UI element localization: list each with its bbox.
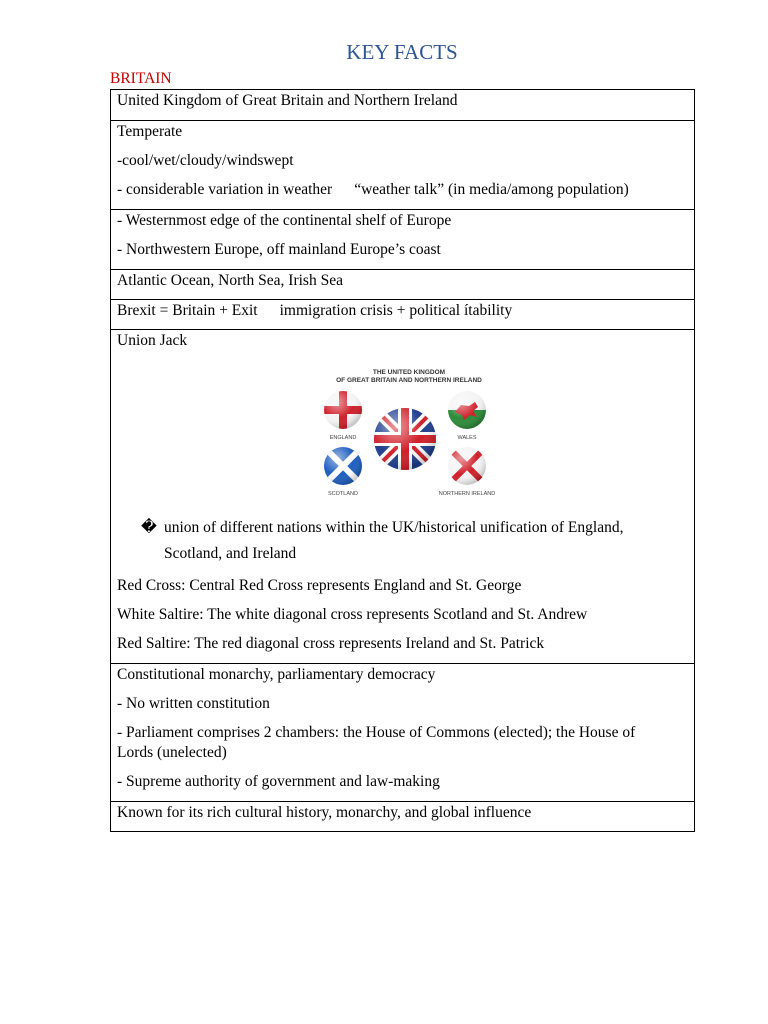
table-row xyxy=(111,121,695,210)
seas-line: Atlantic Ocean, North Sea, Irish Sea xyxy=(117,272,343,289)
wales-flag-icon xyxy=(446,389,488,431)
bullet-item xyxy=(117,515,688,567)
table-row xyxy=(111,300,695,330)
government-line: - Supreme authority of government and law-making xyxy=(117,773,440,790)
table-row xyxy=(111,90,695,121)
geography-line: - Northwestern Europe, off mainland Europe’s coast xyxy=(117,241,441,258)
table-row xyxy=(111,270,695,300)
figure-caption: OF GREAT BRITAIN AND NORTHERN IRELAND xyxy=(336,377,482,384)
flag-meaning-line: Red Saltire: The red diagonal cross represents Ireland and St. Patrick xyxy=(117,635,545,652)
document-title: KEY FACTS xyxy=(346,40,458,64)
uk-flags-figure xyxy=(317,365,502,505)
table-row xyxy=(111,210,695,270)
government-line: - Parliament comprises 2 chambers: the House of Commons (elected); the House of xyxy=(117,724,636,741)
section-heading: BRITAIN xyxy=(110,70,172,87)
bullet-text: union of different nations within the UK/historical unification of England, xyxy=(164,519,624,536)
union-jack-flag-icon xyxy=(372,406,438,472)
culture-line: Known for its rich cultural history, monarchy, and global influence xyxy=(117,804,532,821)
flag-label: WALES xyxy=(457,435,477,441)
climate-line: - considerable variation in weather “weather talk” (in media/among population) xyxy=(117,181,629,198)
scotland-flag-icon xyxy=(322,445,364,487)
facts-table xyxy=(110,89,695,832)
geography-line: - Westernmost edge of the continental shelf of Europe xyxy=(117,212,452,229)
union-jack-heading: Union Jack xyxy=(117,332,188,349)
government-line: Lords (unelected) xyxy=(117,744,227,761)
climate-line: -cool/wet/cloudy/windswept xyxy=(117,152,294,169)
flag-label: SCOTLAND xyxy=(328,491,358,497)
england-flag-icon xyxy=(322,389,364,431)
bullet-text: Scotland, and Ireland xyxy=(164,545,297,562)
brexit-line: Brexit = Britain + Exit immigration crisis + political ítability xyxy=(117,302,513,319)
figure-caption: THE UNITED KINGDOM xyxy=(372,369,446,376)
table-row xyxy=(111,664,695,802)
climate-heading: Temperate xyxy=(117,123,183,140)
government-line: - No written constitution xyxy=(117,695,270,712)
bullet-mark: � xyxy=(141,519,157,536)
northern-ireland-flag-icon xyxy=(446,445,488,487)
flag-label: NORTHERN IRELAND xyxy=(438,491,496,497)
table-row xyxy=(111,802,695,832)
country-name: United Kingdom of Great Britain and Northern Ireland xyxy=(117,92,458,109)
flag-meaning-line: White Saltire: The white diagonal cross represents Scotland and St. Andrew xyxy=(117,606,588,623)
government-line: Constitutional monarchy, parliamentary democracy xyxy=(117,666,436,683)
flag-meaning-line: Red Cross: Central Red Cross represents England and St. George xyxy=(117,577,522,594)
table-row xyxy=(111,330,695,664)
flag-label: ENGLAND xyxy=(329,435,357,441)
